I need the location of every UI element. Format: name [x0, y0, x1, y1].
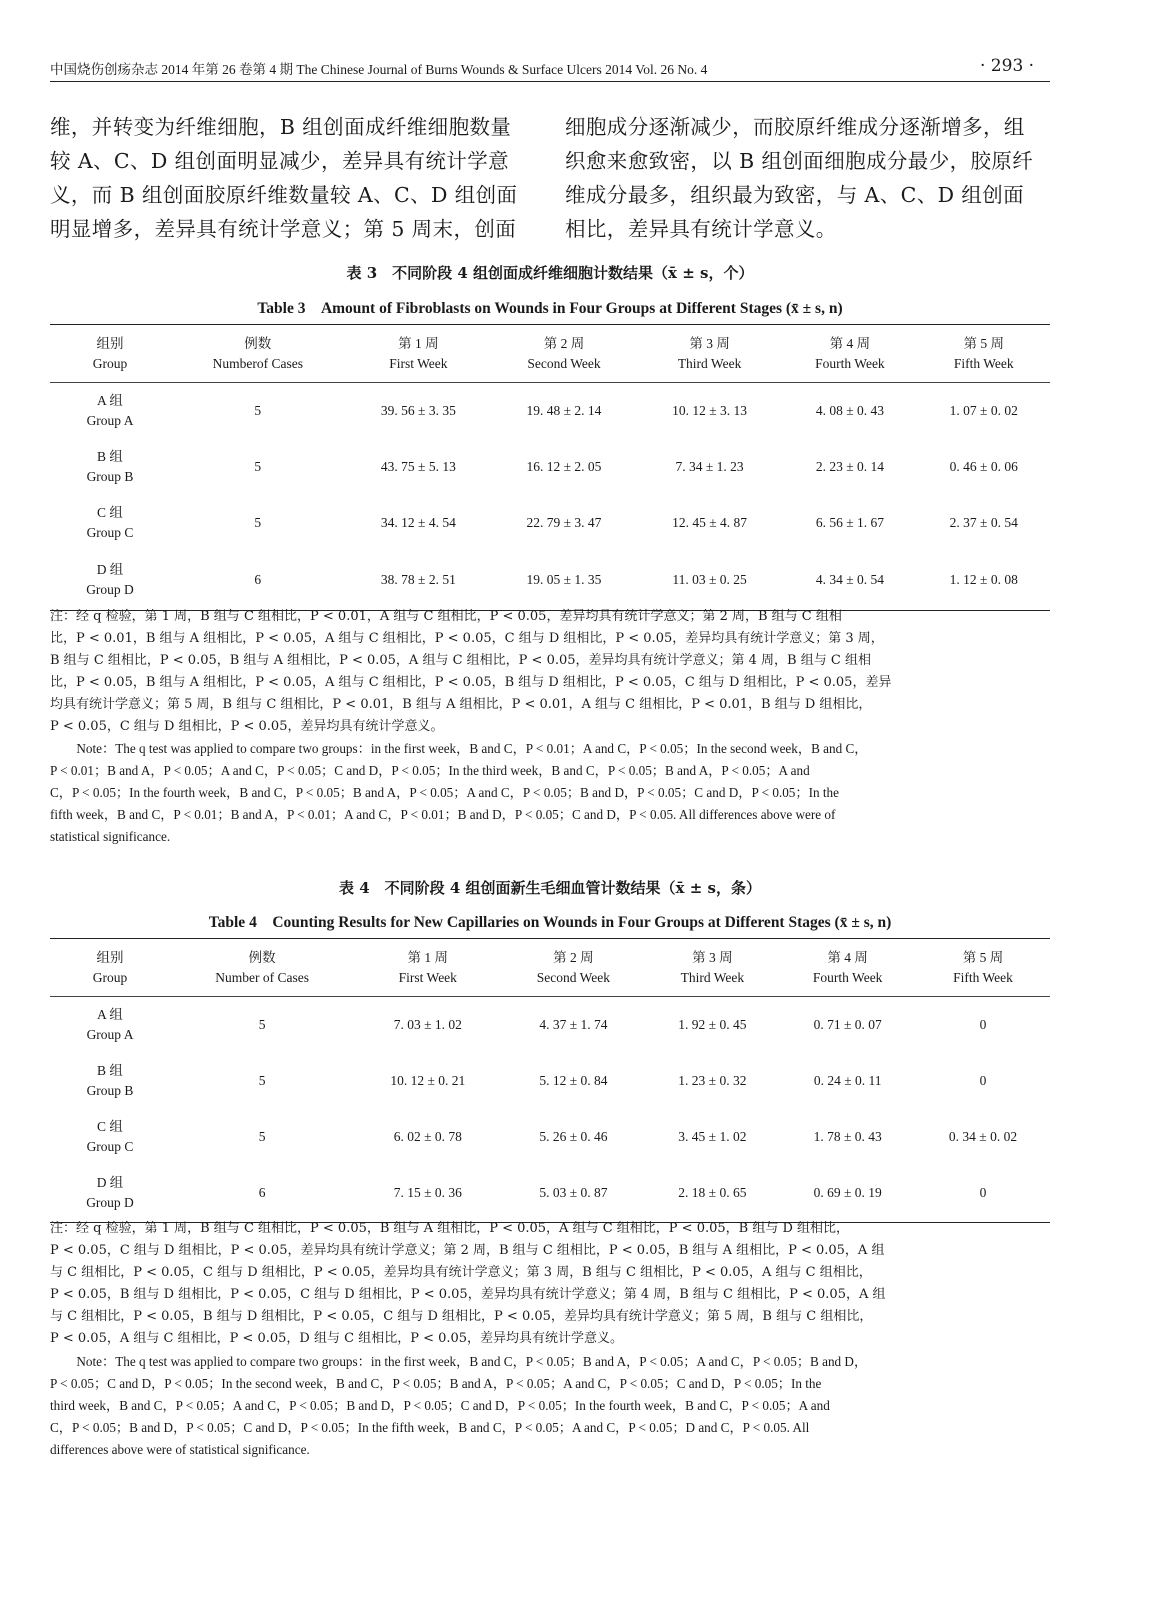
value-cell: 19. 05 ± 1. 35	[526, 572, 602, 588]
value-cell: 0. 24 ± 0. 11	[813, 1072, 882, 1088]
value-cell: 19. 48 ± 2. 14	[526, 402, 602, 418]
running-header: 中国烧伤创疡杂志 2014 年第 26 卷第 4 期 The Chinese Journal of Burns Wounds & Surface Ulcers 2014 Vol. 26 No. 4	[50, 62, 708, 77]
table3-caption-en: Table 3 Amount of Fibroblasts on Wounds in Four Groups at Different Stages (x̄ ± s, n)	[257, 300, 843, 317]
table4-caption-cn: 表 4 不同阶段 4 组创面新生毛细血管计数结果（x̄ ± s，条）	[339, 879, 761, 897]
table4-col-group: 组别 Group	[92, 949, 128, 985]
table4-col-week1: 第 1 周 First Week	[398, 949, 457, 985]
value-cell: 39. 56 ± 3. 35	[380, 402, 456, 418]
value-cell: 4. 08 ± 0. 43	[815, 402, 885, 418]
value-cell: 1. 23 ± 0. 32	[678, 1072, 747, 1088]
body-line: 相比，差异具有统计学意义。	[565, 217, 837, 241]
group-cell: C 组 Group C	[86, 1118, 134, 1154]
cases-cell: 5	[258, 1016, 266, 1032]
table4-col-week2: 第 2 周 Second Week	[536, 949, 611, 985]
table4-col-week5: 第 5 周 Fifth Week	[953, 949, 1013, 985]
header-rule	[50, 81, 1050, 82]
value-cell: 11. 03 ± 0. 25	[672, 572, 747, 588]
cases-cell: 5	[258, 1072, 266, 1088]
group-cell: A 组 Group A	[86, 1006, 134, 1042]
value-cell: 1. 78 ± 0. 43	[813, 1128, 882, 1144]
value-cell: 7. 03 ± 1. 02	[393, 1016, 462, 1032]
cases-cell: 5	[254, 402, 262, 418]
value-cell: 4. 34 ± 0. 54	[815, 572, 885, 588]
table-row	[50, 1109, 1050, 1165]
table3-col-week5: 第 5 周 Fifth Week	[953, 335, 1014, 371]
body-column-left	[50, 110, 530, 246]
body-line: 较 A、C、D 组创面明显减少，差异具有统计学意	[50, 149, 510, 173]
value-cell: 3. 45 ± 1. 02	[678, 1128, 747, 1144]
cases-cell: 5	[258, 1128, 266, 1144]
value-cell: 10. 12 ± 3. 13	[672, 402, 748, 418]
body-line: 细胞成分逐渐减少，而胶原纤维成分逐渐增多，组	[565, 115, 1025, 139]
value-cell: 0. 34 ± 0. 02	[948, 1128, 1018, 1144]
value-cell: 34. 12 ± 4. 54	[380, 514, 456, 530]
table4-col-week4: 第 4 周 Fourth Week	[812, 949, 883, 985]
value-cell: 5. 26 ± 0. 46	[539, 1128, 608, 1144]
group-cell: D 组 Group D	[86, 1175, 134, 1211]
value-cell: 1. 92 ± 0. 45	[678, 1016, 747, 1032]
group-cell: D 组 Group D	[86, 562, 134, 598]
table-row	[50, 1053, 1050, 1109]
body-line: 维成分最多，组织最为致密，与 A、C、D 组创面	[565, 183, 1025, 207]
cases-cell: 6	[254, 572, 262, 588]
table-row	[50, 997, 1050, 1053]
value-cell: 5. 03 ± 0. 87	[539, 1185, 608, 1201]
table-row	[50, 439, 1050, 495]
table-row	[50, 551, 1050, 611]
value-cell: 7. 34 ± 1. 23	[675, 458, 744, 474]
value-cell: 6. 56 ± 1. 67	[815, 514, 885, 530]
body-line: 维，并转变为纤维细胞，B 组创面成纤维细胞数量	[50, 115, 512, 139]
body-line: 明显增多，差异具有统计学意义；第 5 周末，创面	[50, 217, 517, 241]
table3-col-cases: 例数 Numberof Cases	[212, 335, 303, 371]
group-cell: B 组 Group B	[86, 448, 134, 484]
table3-col-group: 组别 Group	[92, 335, 128, 371]
cases-cell: 5	[254, 514, 262, 530]
value-cell: 5. 12 ± 0. 84	[539, 1072, 608, 1088]
table4-header-row	[50, 939, 1050, 997]
cases-cell: 5	[254, 458, 262, 474]
value-cell: 38. 78 ± 2. 51	[380, 572, 456, 588]
body-column-right	[565, 110, 1050, 246]
table4	[50, 938, 1050, 1223]
value-cell: 0	[979, 1185, 987, 1201]
table-row	[50, 1165, 1050, 1223]
table3-header-row	[50, 325, 1050, 383]
value-cell: 0	[979, 1016, 987, 1032]
value-cell: 0	[979, 1072, 987, 1088]
table3-col-week1: 第 1 周 First Week	[389, 335, 448, 371]
table3-col-week3: 第 3 周 Third Week	[677, 335, 742, 371]
table3-note-cn: 注：经 q 检验，第 1 周，B 组与 C 组相比，P < 0.01，A 组与 C 组相比，P < 0.05，差异均具有统计学意义；第 2 周，B 组与 C 组相 比，P < 0.01，B 组与 A 组相比，P < 0.05，A 组与 C 组相比，P < 0.05，C 组与 D 组相比，P < 0.05，差异均具有统计学意义；第 3 周， B 组与 C 组相比，P < 0.05，B 组与 A 组相比，P < 0.05，A 组与 C 组相比，P < 0.05，差异均具有统计学意义；第 4 周，B 组与 C 组相 比，P < 0.05，B 组与 A 组相比，P < 0.05，A 组与 C 组相比，P < 0.05，B 组与 D 组相比，P < 0.05，C 组与 D 组相比，P < 0.05，差异 均具有统计学意义；第 5 周，B 组与 C 组相比，P < 0.01，B 组与 A 组相比，P < 0.01，A 组与 C 组相比，P < 0.01，B 组与 D 组相比， P < 0.05，C 组与 D 组相比，P < 0.05，差异均具有统计学意义。	[50, 609, 892, 734]
value-cell: 1. 07 ± 0. 02	[949, 402, 1018, 418]
value-cell: 0. 69 ± 0. 19	[813, 1185, 882, 1201]
group-cell: B 组 Group B	[86, 1062, 134, 1098]
table4-caption-en: Table 4 Counting Results for New Capillaries on Wounds in Four Groups at Different Stages (x̄ ± s, n)	[208, 914, 892, 931]
value-cell: 2. 23 ± 0. 14	[815, 458, 885, 474]
table3-caption-cn: 表 3 不同阶段 4 组创面成纤维细胞计数结果（x̄ ± s，个）	[346, 264, 754, 282]
table4-col-cases: 例数 Number of Cases	[215, 949, 309, 985]
value-cell: 6. 02 ± 0. 78	[393, 1128, 462, 1144]
table4-note-en: Note：The q test was applied to compare two groups：in the first week，B and C，P < 0.05；B and A，P < 0.05；A and C，P < 0.05；B and D， P < 0.05；C and D，P < 0.05；In the second week，B and C，P < 0.05；B and A，P < 0.05；A and C，P < 0.05；C and D，P < 0.05；In the third week，B and C，P < 0.05；A and C，P < 0.05；B and D，P < 0.05；C and D，P < 0.05；In the fourth week，B and C，P < 0.05；A and C，P < 0.05；B and D，P < 0.05；C and D，P < 0.05；In the fifth week，B and C，P < 0.05；A and C，P < 0.05；D and C，P < 0.05. All differences above were of statistical significance.	[50, 1354, 868, 1457]
value-cell: 7. 15 ± 0. 36	[393, 1185, 462, 1201]
page-number: · 293 ·	[980, 56, 1035, 76]
table3-col-week4: 第 4 周 Fourth Week	[815, 335, 885, 371]
value-cell: 2. 18 ± 0. 65	[678, 1185, 747, 1201]
table-row	[50, 495, 1050, 551]
body-line: 织愈来愈致密，以 B 组创面细胞成分最少，胶原纤	[565, 149, 1034, 173]
value-cell: 22. 79 ± 3. 47	[526, 514, 602, 530]
value-cell: 16. 12 ± 2. 05	[526, 458, 602, 474]
value-cell: 0. 71 ± 0. 07	[813, 1016, 882, 1032]
value-cell: 10. 12 ± 0. 21	[390, 1072, 466, 1088]
value-cell: 1. 12 ± 0. 08	[949, 572, 1018, 588]
value-cell: 4. 37 ± 1. 74	[539, 1016, 608, 1032]
cases-cell: 6	[258, 1185, 266, 1201]
value-cell: 0. 46 ± 0. 06	[949, 458, 1018, 474]
group-cell: A 组 Group A	[86, 392, 134, 428]
table3	[50, 324, 1050, 611]
table4-col-week3: 第 3 周 Third Week	[680, 949, 745, 985]
table4-note-cn: 注：经 q 检验，第 1 周，B 组与 C 组相比，P < 0.05，B 组与 A 组相比，P < 0.05，A 组与 C 组相比，P < 0.05，B 组与 D 组相比， P < 0.05，C 组与 D 组相比，P < 0.05，差异均具有统计学意义；第 2 周，B 组与 C 组相比，P < 0.05，B 组与 A 组相比，P < 0.05，A 组 与 C 组相比，P < 0.05，C 组与 D 组相比，P < 0.05，差异均具有统计学意义；第 3 周，B 组与 C 组相比，P < 0.05，A 组与 C 组相比， P < 0.05，B 组与 D 组相比，P < 0.05，C 组与 D 组相比，P < 0.05，差异均具有统计学意义；第 4 周，B 组与 C 组相比，P < 0.05，A 组 与 C 组相比，P < 0.05，B 组与 D 组相比，P < 0.05，C 组与 D 组相比，P < 0.05，差异均具有统计学意义；第 5 周，B 组与 C 组相比， P < 0.05，A 组与 C 组相比，P < 0.05，D 组与 C 组相比，P < 0.05，差异均具有统计学意义。	[50, 1221, 886, 1346]
group-cell: C 组 Group C	[86, 504, 134, 540]
value-cell: 12. 45 ± 4. 87	[672, 514, 748, 530]
table3-note-en: Note：The q test was applied to compare two groups：in the first week，B and C，P < 0.01；A and C，P < 0.05；In the second week，B and C， P < 0.01；B and A，P < 0.05；A and C，P < 0.05；C and D，P < 0.05；In the third week，B and C，P < 0.05；B and A，P < 0.05；A and C，P < 0.05；In the fourth week，B and C，P < 0.05；B and A，P < 0.05；A and C，P < 0.05；B and D，P < 0.05；C and D，P < 0.05；In the fifth week，B and C，P < 0.01；B and A，P < 0.01；A and C，P < 0.01；B and D，P < 0.05；C and D，P < 0.05. All differences above were of statistical significance.	[50, 741, 868, 844]
table-row	[50, 383, 1050, 439]
value-cell: 2. 37 ± 0. 54	[949, 514, 1018, 530]
value-cell: 43. 75 ± 5. 13	[380, 458, 456, 474]
table3-col-week2: 第 2 周 Second Week	[527, 335, 601, 371]
body-line: 义，而 B 组创面胶原纤维数量较 A、C、D 组创面	[50, 183, 518, 207]
